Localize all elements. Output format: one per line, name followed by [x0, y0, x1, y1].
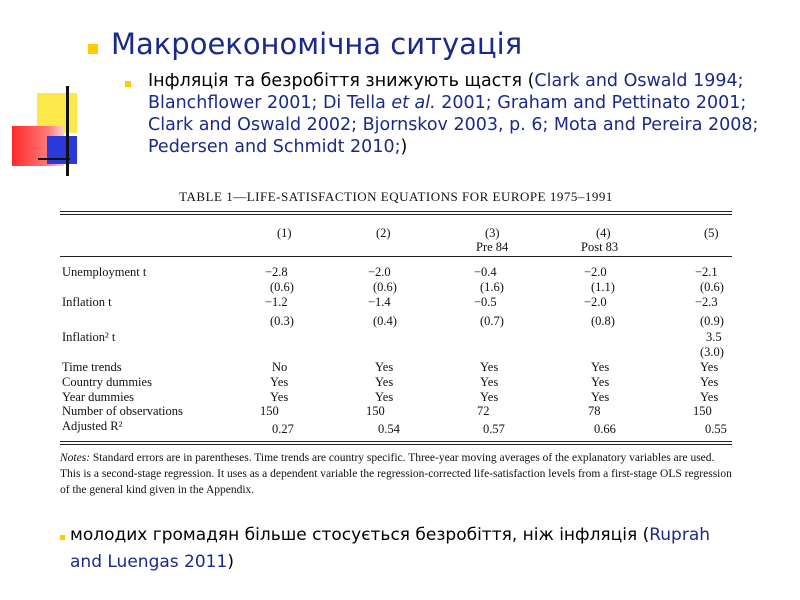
- row-label: Unemployment t: [62, 265, 147, 279]
- table-rule-header: [60, 256, 732, 257]
- cell-value: Yes: [375, 360, 394, 374]
- cell-se: (0.6): [373, 280, 397, 294]
- bottom-paragraph: [70, 522, 740, 576]
- cell-se: (0.3): [270, 314, 294, 328]
- cell-value: −2.1: [695, 265, 718, 279]
- cell-value: 0.55: [705, 422, 727, 436]
- cell-value: Yes: [700, 360, 719, 374]
- table-rule-bottom-2: [60, 444, 732, 445]
- cell-value: −1.2: [265, 295, 288, 309]
- sub-bullet-icon: [125, 81, 131, 87]
- row-label: Year dummies: [62, 390, 134, 404]
- sub-close: ): [400, 137, 408, 157]
- regression-table: [60, 183, 732, 503]
- cell-value: −2.0: [584, 265, 607, 279]
- cell-value: 0.66: [594, 422, 616, 436]
- cell-value: −2.3: [695, 295, 718, 309]
- title-bullet-icon: [88, 44, 98, 54]
- cell-value: Yes: [375, 390, 394, 404]
- cell-value: Yes: [591, 375, 610, 389]
- cell-value: Yes: [480, 375, 499, 389]
- cell-value: Yes: [700, 390, 719, 404]
- col-subheader: Pre 84: [476, 240, 509, 254]
- cell-value: −2.0: [584, 295, 607, 309]
- cell-value: −2.8: [265, 265, 288, 279]
- cell-value: 150: [693, 404, 712, 418]
- row-label: Adjusted R²: [62, 419, 123, 433]
- cell-value: 150: [260, 404, 279, 418]
- cell-value: 72: [477, 404, 490, 418]
- table-caption: TABLE 1—LIFE-SATISFACTION EQUATIONS FOR EUROPE 1975–1991: [179, 189, 613, 204]
- bottom-lead: молодих громадян більше стосується безробіття, ніж інфляція (: [70, 525, 650, 545]
- cell-value: No: [272, 360, 288, 374]
- cell-value: 0.27: [272, 422, 294, 436]
- table-rule-bottom: [60, 441, 732, 442]
- cell-se: (3.0): [700, 345, 724, 359]
- cell-value: 0.57: [483, 422, 505, 436]
- cell-se: (0.6): [270, 280, 294, 294]
- sub-etal: et al.: [391, 93, 436, 113]
- row-label: Time trends: [62, 360, 122, 374]
- cell-se: (1.1): [591, 280, 615, 294]
- col-header: (2): [376, 226, 391, 240]
- sub-paragraph: [148, 70, 778, 158]
- col-header: (5): [704, 226, 719, 240]
- col-header: (4): [596, 226, 611, 240]
- cell-value: 3.5: [706, 330, 722, 344]
- table-notes: [60, 450, 732, 498]
- row-label: Inflation² t: [62, 330, 116, 344]
- row-label: Country dummies: [62, 375, 152, 389]
- table-rule-top-2: [60, 214, 732, 215]
- cell-value: Yes: [270, 390, 289, 404]
- cell-value: Yes: [480, 360, 499, 374]
- cell-value: Yes: [270, 375, 289, 389]
- cell-value: 0.54: [378, 422, 400, 436]
- cell-se: (0.4): [373, 314, 397, 328]
- cell-se: (0.6): [700, 280, 724, 294]
- cell-se: (0.8): [591, 314, 615, 328]
- cell-value: −1.4: [368, 295, 391, 309]
- bottom-bullet-icon: [60, 535, 65, 540]
- row-label: Number of observations: [62, 404, 183, 418]
- notes-text: Standard errors are in parentheses. Time trends are country specific. Three-year moving averages of the explanatory variables are used. This is a second-stage regression. It uses as a dependent variable the regression-corrected life-satisfaction levels from a first-stage OLS regression of the general kind given in the Appendix.: [60, 452, 732, 496]
- cell-value: Yes: [591, 390, 610, 404]
- decor-horizontal-line: [38, 158, 70, 160]
- col-subheader: Post 83: [581, 240, 619, 254]
- row-label: Inflation t: [62, 295, 112, 309]
- bottom-close: ): [227, 552, 234, 572]
- cell-value: −0.5: [474, 295, 497, 309]
- notes-label: Notes:: [60, 452, 91, 464]
- sub-lead: Інфляція та безробіття знижують щастя (: [148, 71, 535, 91]
- cell-se: (0.7): [480, 314, 504, 328]
- col-header: (3): [485, 226, 500, 240]
- sub-refs-2: 2001; Graham and Pettinato 2001; Clark and Oswald 2002; Bjornskov 2003, p. 6; Mota and Pereira 2008; Pedersen and Schmidt 2010;: [148, 93, 759, 157]
- cell-value: −2.0: [368, 265, 391, 279]
- cell-value: Yes: [480, 390, 499, 404]
- cell-value: Yes: [591, 360, 610, 374]
- decor-vertical-line: [66, 86, 69, 176]
- cell-value: 150: [366, 404, 385, 418]
- cell-value: 78: [588, 404, 601, 418]
- cell-value: Yes: [700, 375, 719, 389]
- cell-se: (0.9): [700, 314, 724, 328]
- slide-title: Макроекономічна ситуація: [111, 27, 523, 61]
- cell-se: (1.6): [480, 280, 504, 294]
- table-rule-top: [60, 211, 732, 212]
- cell-value: −0.4: [474, 265, 497, 279]
- cell-value: Yes: [375, 375, 394, 389]
- bottom-ref: Ruprah and Luengas 2011: [70, 525, 711, 572]
- sub-refs-1: Clark and Oswald 1994; Blanchflower 2001; Di Tella: [148, 71, 744, 113]
- col-header: (1): [277, 226, 292, 240]
